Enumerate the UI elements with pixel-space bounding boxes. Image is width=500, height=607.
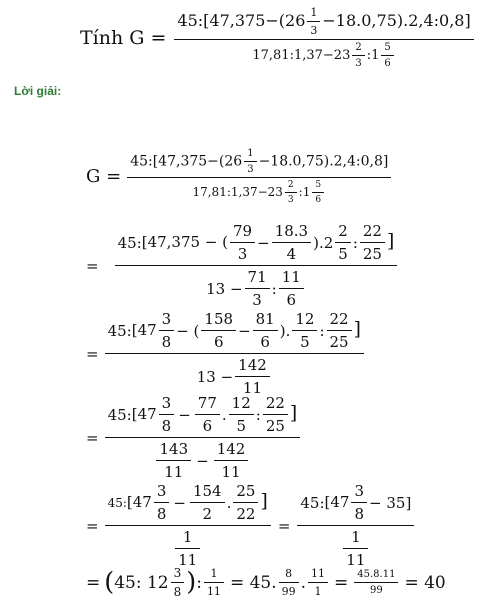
- solution-step-1: G = 45:[47,375−(26 $\frac{1}{3}$ −18.0,75).2,4:0,8] 17,81:1,37−23 $\frac{2}{3}$ :1 $\frac{5}{6}$: [86, 148, 393, 205]
- solution-step-3: = 45: [47 $\frac{3}{8}$ − ( $\frac{158}{6}$ − $\frac{81}{6}$ ). $\frac{12}{5}$ : $\frac{22}{25}$ ] 13 − $\frac{142}{11}$: [86, 310, 366, 397]
- solution-step-6: = ( 45: 12 $\frac{3}{8}$ ) : $\frac{1}{11}$ = 45. $\frac{8}{99}$ . $\frac{11}{1}$ = $\frac{45.8.11}{99}$ = 40: [86, 566, 446, 599]
- problem-equation: [80, 6, 476, 69]
- solution-step-5: = 45: [47 $\frac{3}{8}$ − $\frac{154}{2}$ . $\frac{25}{22}$ ] $\frac{1}{11}$ = 45: [47 $\frac{3}{8}$ − 35] $\frac{1}{11}$: [86, 482, 416, 569]
- problem-main-fraction: 45:[47,375−(26 $\frac{1}{3}$ −18.0,75).2,4:0,8] 17,81:1,37−23 $\frac{2}{3}$ :1 $\frac{5}{6}$: [174, 6, 473, 69]
- step1-lhs: G =: [86, 166, 122, 187]
- solution-label: Lời giải:: [14, 84, 62, 98]
- problem-lhs: Tính G =: [80, 26, 167, 49]
- final-result: = 40: [404, 572, 446, 593]
- solution-step-4: = 45: [47 $\frac{3}{8}$ − $\frac{77}{6}$ . $\frac{12}{5}$ : $\frac{22}{25}$ ] $\frac{143}{11}$ − $\frac{142}{11}$: [86, 394, 302, 481]
- solution-step-2: = 45: [47,375 − ( $\frac{79}{3}$ − $\frac{18.3}{4}$ ).2 $\frac{2}{5}$ : $\frac{22}{25}$ ] 13 − $\frac{71}{3}$ : $\frac{11}{6}$: [86, 222, 399, 309]
